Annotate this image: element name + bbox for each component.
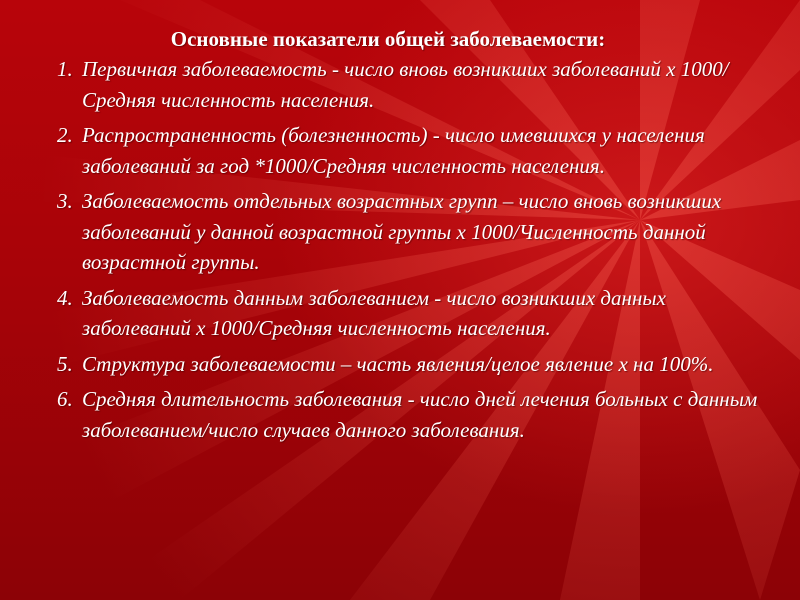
list-item [52,384,764,445]
item-number: 2. [57,123,73,147]
item-text: Первичная заболеваемость - число вновь возникших заболеваний х 1000/Средняя численность населения. [82,57,729,112]
item-number: 5. [57,351,73,376]
list-item [52,120,764,181]
item-text: Заболеваемость данным заболеванием - число возникших данных заболеваний х 1000/Средняя численность населения. [82,285,666,340]
list-item [52,186,764,278]
item-text: Распространенность (болезненность) - число имевшихся у населения заболеваний за год *1000/Средняя численность населения. [82,123,705,178]
item-number: 6. [57,387,73,411]
item-number: 4. [57,285,73,310]
item-number: 3. [57,189,73,213]
slide-title: Основные показатели общей заболеваемости: [170,27,606,51]
slide-content [52,24,764,450]
list-item [52,283,764,344]
item-text: Заболеваемость отдельных возрастных групп – число вновь возникших заболеваний у данной возрастной группы х 1000/Численность данной возрастной группы. [82,189,722,274]
item-text: Структура заболеваемости – часть явления/целое явление х на 100%. [82,351,714,376]
list-item [52,349,764,380]
list-item [52,54,764,115]
item-number: 1. [57,57,73,81]
indicator-list [52,54,764,445]
item-text: Средняя длительность заболевания - число дней лечения больных с данным заболеванием/число случаев данного заболевания. [82,387,758,442]
